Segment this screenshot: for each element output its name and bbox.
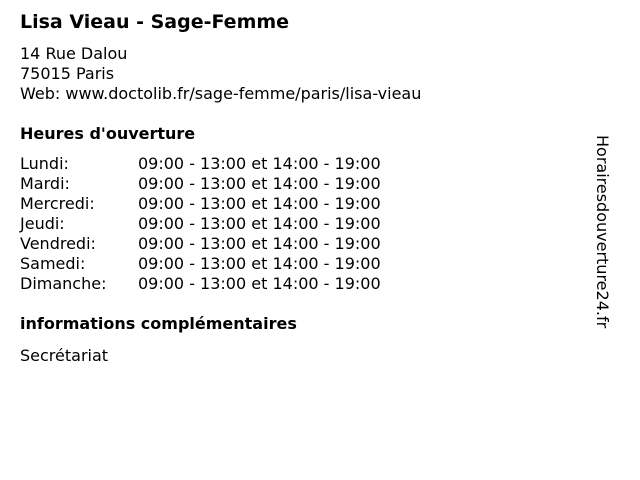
time-range: 09:00 - 13:00 et 14:00 - 19:00 (138, 234, 381, 253)
opening-hours-heading: Heures d'ouverture (20, 124, 196, 143)
business-name: Lisa Vieau - Sage-Femme (20, 11, 290, 33)
time-range: 09:00 - 13:00 et 14:00 - 19:00 (138, 194, 381, 213)
time-range: 09:00 - 13:00 et 14:00 - 19:00 (138, 254, 381, 273)
day-label: Jeudi: (20, 214, 65, 233)
day-label: Dimanche: (20, 274, 107, 293)
day-label: Mercredi: (20, 194, 95, 213)
day-label: Vendredi: (20, 234, 96, 253)
day-label: Samedi: (20, 254, 86, 273)
address-city: 75015 Paris (20, 64, 115, 83)
day-label: Mardi: (20, 174, 70, 193)
website-line: Web: www.doctolib.fr/sage-femme/paris/lisa-vieau (20, 84, 422, 103)
time-range: 09:00 - 13:00 et 14:00 - 19:00 (138, 154, 381, 173)
additional-info-heading: informations complémentaires (20, 314, 297, 333)
site-watermark: Horairesdouverture24.fr (593, 135, 612, 329)
time-range: 09:00 - 13:00 et 14:00 - 19:00 (138, 274, 381, 293)
time-range: 09:00 - 13:00 et 14:00 - 19:00 (138, 174, 381, 193)
additional-info-text: Secrétariat (20, 346, 109, 365)
address-block (20, 44, 421, 104)
day-label: Lundi: (20, 154, 69, 173)
address-street: 14 Rue Dalou (20, 44, 128, 63)
time-range: 09:00 - 13:00 et 14:00 - 19:00 (138, 214, 381, 233)
